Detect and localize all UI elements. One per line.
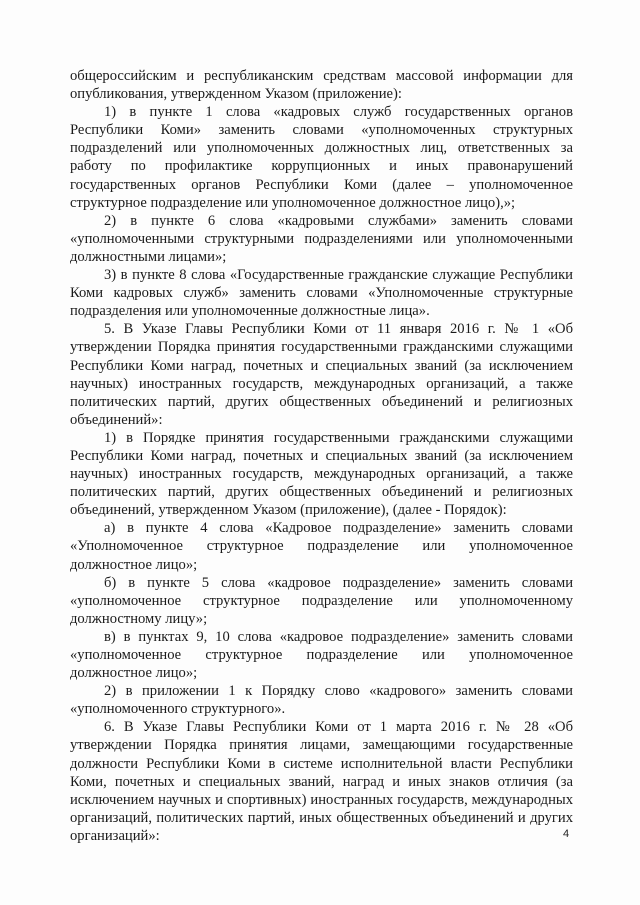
- paragraph: 2) в пункте 6 слова «кадровыми службами» заменить словами «уполномоченными структурными подразделениями или уполномоченными должностными лицами»;: [70, 212, 573, 265]
- paragraph: 2) в приложении 1 к Порядку слово «кадрового» заменить словами «уполномоченного структурного».: [70, 683, 573, 718]
- paragraph: 3) в пункте 8 слова «Государственные гражданские служащие Республики Коми кадровых служб» заменить словами «Уполномоченные структурные подразделения или уполномоченные должностные лица».: [70, 267, 573, 320]
- document-body: [70, 67, 573, 845]
- paragraph: 6. В Указе Главы Республики Коми от 1 марта 2016 г. № 28 «Об утверждении Порядка принятия лицами, замещающими государственные должности Республики Коми в системе исполнительной власти Республики Коми, почетных и специальных званий, наград и иных знаков отличия (за исключением научных и спортивных) иностранных государств, международных организаций, политических партий, иных общественных объединений и других организаций»:: [70, 719, 573, 844]
- paragraph: 5. В Указе Главы Республики Коми от 11 января 2016 г. № 1 «Об утверждении Порядка принятия государственными гражданскими служащими Республики Коми наград, почетных и специальных званий (за исключением научных) иностранных государств, международных организаций, а также политических партий, других общественных объединений и религиозных объединений»:: [70, 321, 573, 428]
- page-number: 4: [563, 828, 570, 840]
- paragraph: б) в пункте 5 слова «кадровое подразделение» заменить словами «уполномоченное структурное подразделение или уполномоченному должностному лицу»;: [70, 574, 573, 627]
- paragraph: 1) в Порядке принятия государственными гражданскими служащими Республики Коми наград, почетных и специальных званий (за исключением научных) иностранных государств, международных организаций, а также политических партий, других общественных объединений и религиозных объединений, утвержденном Указом (приложение), (далее - Порядок):: [70, 429, 573, 519]
- paragraph: общероссийским и республиканским средствам массовой информации для опубликования, утвержденном Указом (приложение):: [70, 68, 573, 103]
- paragraph: в) в пунктах 9, 10 слова «кадровое подразделение» заменить словами «уполномоченное структурное подразделение или уполномоченное должностное лицо»;: [70, 628, 573, 682]
- paragraph: 1) в пункте 1 слова «кадровых служб государственных органов Республики Коми» заменить словами «уполномоченных структурных подразделений или уполномоченных должностных лиц, ответственных за работу по профилактике коррупционных и иных правонарушений государственных органов Республики Коми (далее – уполномоченное структурное подразделение или уполномоченное должностное лицо),»;: [70, 104, 573, 211]
- paragraph: а) в пункте 4 слова «Кадровое подразделение» заменить словами «Уполномоченное структурное подразделение или уполномоченное должностное лицо»;: [70, 520, 573, 573]
